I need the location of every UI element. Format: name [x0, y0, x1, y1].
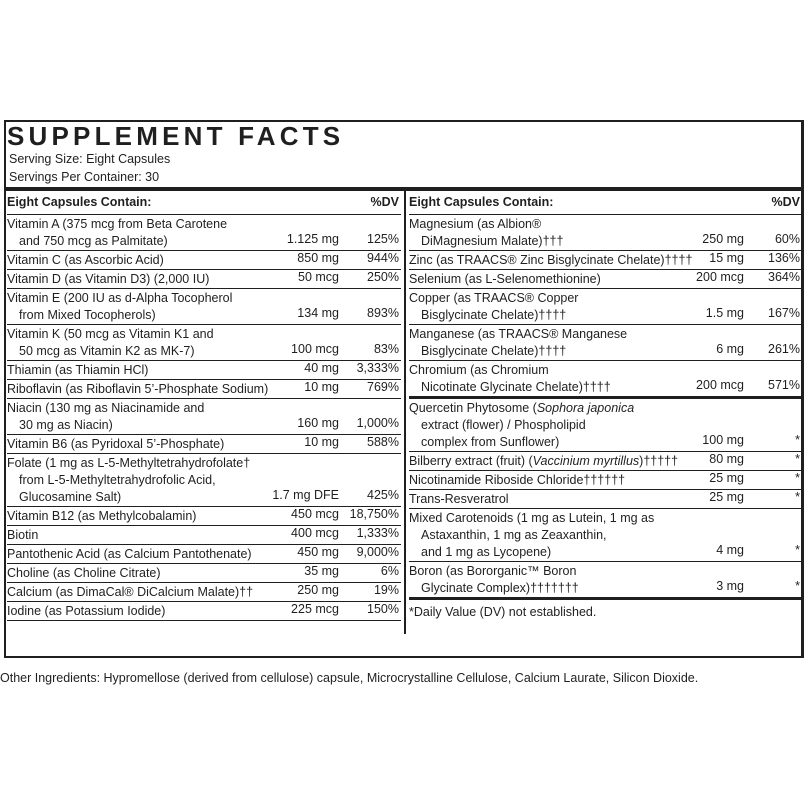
nutrient-name: Thiamin (as Thiamin HCl)	[7, 363, 149, 377]
nutrient-amount: 40 mg	[304, 361, 339, 375]
nutrient-row	[7, 545, 401, 564]
left-column	[7, 190, 401, 621]
daily-value-percent: 1,000%	[356, 416, 399, 430]
nutrient-name: Quercetin Phytosome (Sophora japonica extract (flower) / Phospholipid complex from Sunflower)	[409, 401, 635, 449]
left-column-header	[7, 190, 401, 215]
daily-value-percent: 261%	[768, 342, 800, 356]
daily-value-percent: 6%	[380, 564, 399, 578]
nutrient-name: Niacin (130 mg as Niacinamide and 30 mg as Niacin)	[7, 401, 205, 432]
nutrient-row	[7, 289, 401, 325]
daily-value-percent: 18,750%	[349, 507, 399, 521]
right-column	[409, 190, 802, 622]
nutrient-name: Bilberry extract (fruit) (Vaccinium myrtillus)†††††	[409, 454, 679, 468]
nutrient-name: Manganese (as TRAACS® Manganese Bisglycinate Chelate)††††	[409, 327, 628, 358]
daily-value-percent: *	[795, 579, 800, 593]
nutrient-name: Magnesium (as Albion® DiMagnesium Malate)†††	[409, 217, 564, 248]
nutrient-amount: 10 mg	[304, 435, 339, 449]
serving-size: Serving Size: Eight Capsules	[9, 152, 171, 166]
daily-value-percent: 3,333%	[356, 361, 399, 375]
nutrient-name: Chromium (as Chromium Nicotinate Glycinate Chelate)††††	[409, 363, 611, 394]
nutrient-amount: 225 mcg	[291, 602, 339, 616]
daily-value-percent: 19%	[373, 583, 399, 597]
daily-value-percent: 425%	[367, 488, 399, 502]
nutrient-row	[7, 583, 401, 602]
nutrient-row	[7, 215, 401, 251]
dv-header: %DV	[771, 195, 800, 209]
daily-value-percent: 250%	[367, 270, 399, 284]
nutrient-name: Zinc (as TRAACS® Zinc Bisglycinate Chelate)††††	[409, 253, 693, 267]
daily-value-percent: 893%	[367, 306, 399, 320]
nutrient-amount: 15 mg	[709, 251, 744, 265]
nutrient-row	[409, 562, 802, 600]
nutrient-amount: 250 mg	[702, 232, 744, 246]
servings-per-container: Servings Per Container: 30	[9, 170, 160, 184]
nutrient-row	[409, 490, 802, 509]
nutrient-name: Selenium (as L-Selenomethionine)	[409, 272, 601, 286]
daily-value-percent: *	[795, 471, 800, 485]
nutrient-row	[7, 454, 401, 507]
daily-value-percent: *	[795, 433, 800, 447]
dv-footnote: *Daily Value (DV) not established.	[409, 605, 597, 619]
nutrient-amount: 200 mcg	[696, 378, 744, 392]
nutrient-name: Vitamin B12 (as Methylcobalamin)	[7, 509, 197, 523]
nutrient-name: Vitamin B6 (as Pyridoxal 5’-Phosphate)	[7, 437, 225, 451]
nutrient-amount: 1.5 mg	[705, 306, 744, 320]
nutrient-row	[7, 325, 401, 361]
nutrient-name: Biotin	[7, 528, 39, 542]
daily-value-percent: 588%	[367, 435, 399, 449]
daily-value-percent: 150%	[367, 602, 399, 616]
nutrient-row	[409, 399, 802, 452]
nutrient-row	[409, 509, 802, 562]
nutrient-name: Boron (as Bororganic™ Boron Glycinate Complex)†††††††	[409, 564, 579, 595]
nutrient-row	[409, 325, 802, 361]
nutrient-name: Copper (as TRAACS® Copper Bisglycinate Chelate)††††	[409, 291, 579, 322]
nutrient-amount: 35 mg	[304, 564, 339, 578]
nutrient-row	[409, 251, 802, 270]
panel-title: SUPPLEMENT FACTS	[7, 121, 345, 151]
right-nutrient-list	[409, 215, 802, 600]
daily-value-percent: *	[795, 490, 800, 504]
nutrient-name: Mixed Carotenoids (1 mg as Lutein, 1 mg as Astaxanthin, 1 mg as Zeaxanthin, and 1 mg as Lycopene)	[409, 511, 655, 559]
nutrient-row	[7, 526, 401, 545]
daily-value-percent: 364%	[768, 270, 800, 284]
daily-value-percent: *	[795, 543, 800, 557]
nutrient-row	[7, 251, 401, 270]
daily-value-percent: 9,000%	[356, 545, 399, 559]
daily-value-percent: 1,333%	[356, 526, 399, 540]
column-divider	[404, 190, 406, 634]
nutrient-amount: 6 mg	[716, 342, 744, 356]
daily-value-percent: 136%	[768, 251, 800, 265]
nutrient-amount: 100 mg	[702, 433, 744, 447]
nutrient-name: Vitamin A (375 mcg from Beta Carotene and 750 mcg as Palmitate)	[7, 217, 228, 248]
dv-header: %DV	[370, 195, 399, 209]
nutrient-amount: 10 mg	[304, 380, 339, 394]
nutrient-row	[409, 361, 802, 399]
nutrient-row	[7, 361, 401, 380]
daily-value-percent: 60%	[774, 232, 800, 246]
nutrient-amount: 80 mg	[709, 452, 744, 466]
nutrient-name: Folate (1 mg as L-5-Methyltetrahydrofolate† from L-5-Methyltetrahydrofolic Acid, Glucosamine Salt)	[7, 456, 251, 504]
nutrient-name: Vitamin D (as Vitamin D3) (2,000 IU)	[7, 272, 210, 286]
nutrient-name: Vitamin E (200 IU as d-Alpha Tocopherol from Mixed Tocopherols)	[7, 291, 233, 322]
nutrient-name: Riboflavin (as Riboflavin 5’-Phosphate Sodium)	[7, 382, 269, 396]
nutrient-row	[409, 452, 802, 471]
nutrient-name: Pantothenic Acid (as Calcium Pantothenate)	[7, 547, 252, 561]
nutrient-name: Calcium (as DimaCal® DiCalcium Malate)††	[7, 585, 254, 599]
nutrient-amount: 100 mcg	[291, 342, 339, 356]
daily-value-percent: 83%	[373, 342, 399, 356]
nutrient-name: Vitamin K (50 mcg as Vitamin K1 and 50 mcg as Vitamin K2 as MK-7)	[7, 327, 214, 358]
nutrient-name: Vitamin C (as Ascorbic Acid)	[7, 253, 164, 267]
other-ingredients: Other Ingredients: Hypromellose (derived from cellulose) capsule, Microcrystalline Cellulose, Calcium Laurate, Silicon Dioxide.	[0, 671, 699, 685]
left-nutrient-list	[7, 215, 401, 621]
nutrient-row	[7, 399, 401, 435]
header-label: Eight Capsules Contain:	[7, 195, 152, 209]
nutrient-amount: 25 mg	[709, 490, 744, 504]
nutrient-amount: 160 mg	[297, 416, 339, 430]
nutrient-row	[409, 289, 802, 325]
nutrient-amount: 134 mg	[297, 306, 339, 320]
nutrient-amount: 850 mg	[297, 251, 339, 265]
daily-value-percent: 125%	[367, 232, 399, 246]
nutrient-row	[7, 380, 401, 399]
daily-value-percent: *	[795, 452, 800, 466]
nutrient-amount: 250 mg	[297, 583, 339, 597]
nutrient-amount: 450 mcg	[291, 507, 339, 521]
daily-value-percent: 167%	[768, 306, 800, 320]
nutrient-row	[7, 602, 401, 621]
nutrient-amount: 4 mg	[716, 543, 744, 557]
nutrient-amount: 3 mg	[716, 579, 744, 593]
daily-value-percent: 944%	[367, 251, 399, 265]
nutrient-row	[7, 564, 401, 583]
nutrient-name: Choline (as Choline Citrate)	[7, 566, 161, 580]
nutrient-name: Trans-Resveratrol	[409, 492, 509, 506]
nutrient-name: Nicotinamide Riboside Chloride††††††	[409, 473, 626, 487]
nutrient-amount: 200 mcg	[696, 270, 744, 284]
nutrient-row	[7, 270, 401, 289]
nutrient-row	[7, 435, 401, 454]
header-label: Eight Capsules Contain:	[409, 195, 554, 209]
nutrient-amount: 400 mcg	[291, 526, 339, 540]
nutrient-row	[409, 471, 802, 490]
daily-value-percent: 571%	[768, 378, 800, 392]
nutrient-row	[409, 270, 802, 289]
nutrient-row	[7, 507, 401, 526]
nutrient-amount: 1.125 mg	[286, 232, 339, 246]
nutrient-row	[409, 215, 802, 251]
right-column-header	[409, 190, 802, 215]
nutrient-amount: 450 mg	[297, 545, 339, 559]
nutrient-amount: 50 mcg	[298, 270, 339, 284]
nutrient-name: Iodine (as Potassium Iodide)	[7, 604, 166, 618]
daily-value-percent: 769%	[367, 380, 399, 394]
nutrient-amount: 25 mg	[709, 471, 744, 485]
nutrient-amount: 1.7 mg DFE	[272, 488, 339, 502]
